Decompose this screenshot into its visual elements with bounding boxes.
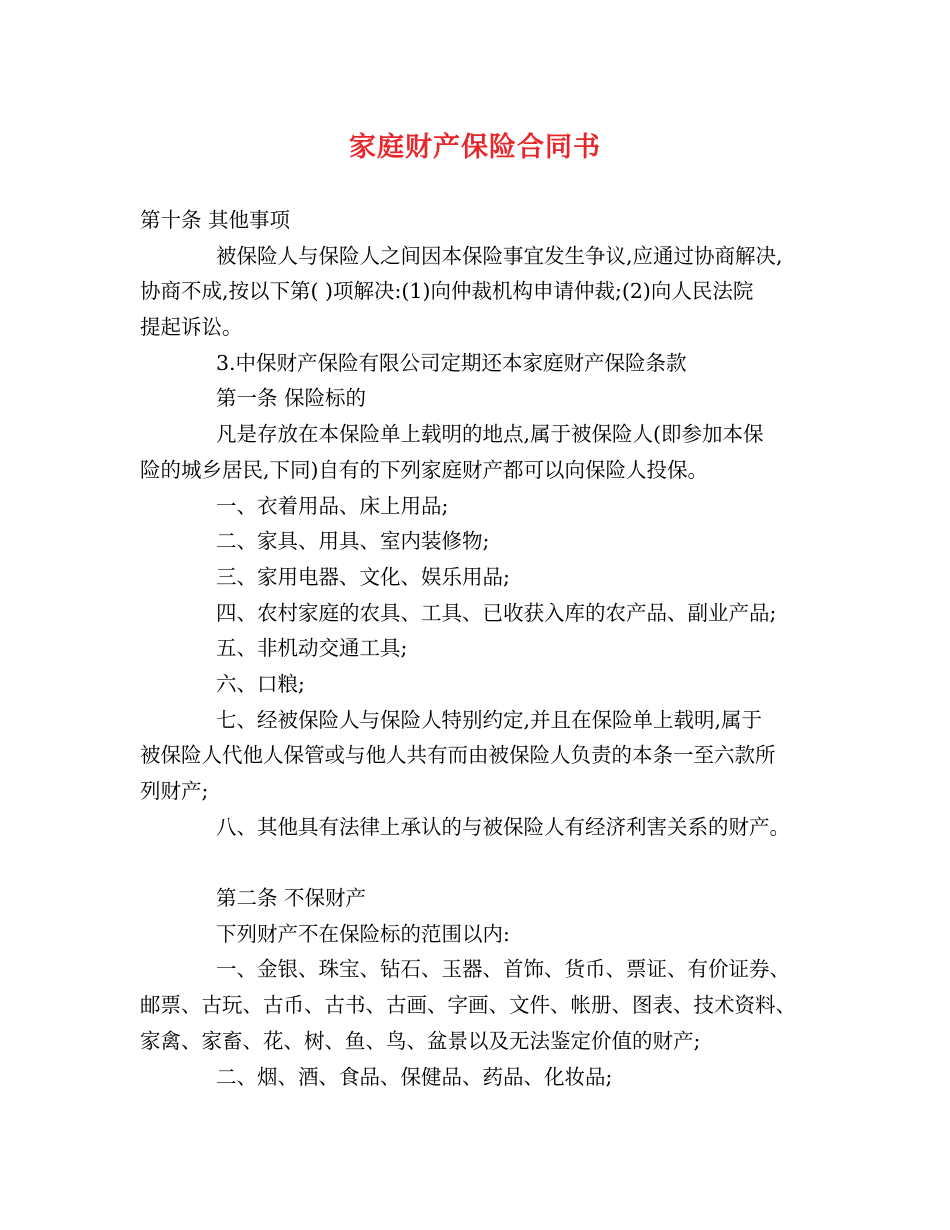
paragraph-line: 提起诉讼。 [140, 315, 243, 340]
paragraph-line: 列财产; [140, 779, 209, 803]
paragraph-line: 险的城乡居民,下同)自有的下列家庭财产都可以向保险人投保。 [140, 457, 709, 482]
document-body [140, 203, 828, 1095]
section-heading: 3.中保财产保险有限公司定期还本家庭财产保险条款 [216, 350, 687, 375]
blank-line [140, 845, 828, 881]
paragraph-line: 邮票、古玩、古币、古书、古画、字画、文件、帐册、图表、技术资料、 [140, 993, 796, 1018]
list-item: 七、经被保险人与保险人特别约定,并且在保险单上载明,属于 [216, 707, 763, 732]
list-item: 一、金银、珠宝、钻石、玉器、首饰、货币、票证、有价证券、 [216, 957, 790, 982]
article-heading: 第二条 不保财产 [216, 886, 367, 911]
paragraph-line: 被保险人代他人保管或与他人共有而由被保险人负责的本条一至六款所 [140, 743, 776, 768]
list-item: 六、口粮; [216, 671, 305, 696]
list-item: 三、家用电器、文化、娱乐用品; [216, 564, 510, 589]
document-title: 家庭财产保险合同书 [349, 132, 601, 163]
paragraph-line: 下列财产不在保险标的范围以内: [216, 921, 510, 946]
paragraph-line: 凡是存放在本保险单上载明的地点,属于被保险人(即参加本保 [216, 422, 764, 447]
paragraph-line: 被保险人与保险人之间因本保险事宜发生争议,应通过协商解决, [216, 243, 783, 268]
list-item: 四、农村家庭的农具、工具、已收获入库的农产品、副业产品; [216, 600, 777, 625]
article-heading: 第一条 保险标的 [216, 386, 367, 411]
list-item: 五、非机动交通工具; [216, 636, 408, 661]
list-item: 二、烟、酒、食品、保健品、药品、化妆品; [216, 1064, 613, 1089]
list-item: 八、其他具有法律上承认的与被保险人有经济利害关系的财产。 [216, 814, 790, 839]
list-item: 二、家具、用具、室内装修物; [216, 529, 490, 554]
list-item: 一、衣着用品、床上用品; [216, 493, 449, 518]
paragraph-line: 协商不成,按以下第( )项解决:(1)向仲裁机构申请仲裁;(2)向人民法院 [140, 279, 754, 304]
paragraph-line: 家禽、家畜、花、树、鱼、鸟、盆景以及无法鉴定价值的财产; [140, 1028, 701, 1053]
article-heading: 第十条 其他事项 [140, 208, 291, 232]
